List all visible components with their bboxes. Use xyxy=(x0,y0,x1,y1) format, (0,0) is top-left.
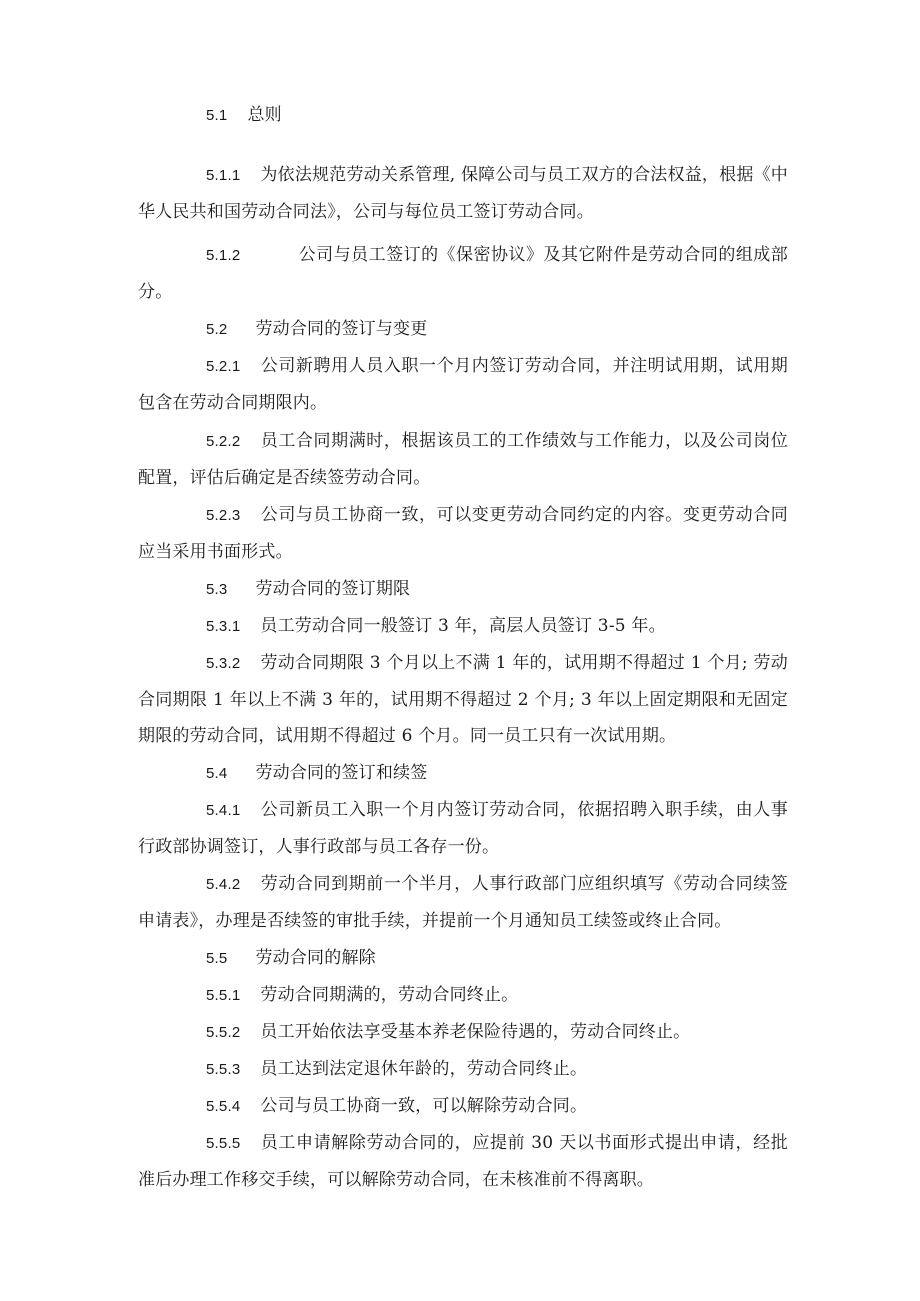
clause-5-5-5 xyxy=(138,1125,788,1198)
clause-number: 5.4.2 xyxy=(206,876,241,893)
clause-number: 5.2.2 xyxy=(206,433,241,450)
section-heading: 劳动合同的签订和续签 xyxy=(255,763,428,783)
clause-5-1-1 xyxy=(138,157,788,230)
section-5-1 xyxy=(138,97,788,134)
clause-5-2-2 xyxy=(138,423,788,496)
section-number: 5.5 xyxy=(206,950,228,967)
section-heading: 总则 xyxy=(247,105,282,125)
clause-number: 5.5.1 xyxy=(206,987,241,1004)
clause-text: 员工申请解除劳动合同的，应提前 30 天以书面形式提出申请，经批准后办理工作移交手续，可以解除劳动合同，在未核准前不得离职。 xyxy=(138,1133,788,1190)
section-number: 5.1 xyxy=(206,107,228,124)
clause-text: 员工开始依法享受基本养老保险待遇的，劳动合同终止。 xyxy=(260,1022,691,1042)
section-number: 5.2 xyxy=(206,321,228,338)
section-heading: 劳动合同的签订与变更 xyxy=(255,319,428,339)
clause-text: 劳动合同到期前一个半月，人事行政部门应组织填写《劳动合同续签申请表》，办理是否续签的审批手续，并提前一个月通知员工续签或终止合同。 xyxy=(138,874,788,931)
section-heading: 劳动合同的解除 xyxy=(255,948,376,968)
section-number: 5.4 xyxy=(206,765,228,782)
clause-text: 劳动合同期限 3 个月以上不满 1 年的，试用期不得超过 1 个月; 劳动合同期限 1 年以上不满 3 年的，试用期不得超过 2 个月; 3 年以上固定期限和无固定期限的劳动合同，试用期不得超过 6 个月。同一员工只有一次试用期。 xyxy=(138,653,788,746)
clause-5-3-1 xyxy=(138,608,788,645)
section-number: 5.3 xyxy=(206,581,228,598)
section-5-5 xyxy=(138,940,788,977)
section-heading: 劳动合同的签订期限 xyxy=(255,579,411,599)
section-5-4 xyxy=(138,755,788,792)
clause-text: 员工达到法定退休年龄的，劳动合同终止。 xyxy=(260,1059,588,1079)
clause-text: 公司与员工协商一致，可以变更劳动合同约定的内容。变更劳动合同应当采用书面形式。 xyxy=(138,505,788,562)
clause-number: 5.5.5 xyxy=(206,1135,241,1152)
clause-5-1-2 xyxy=(138,237,788,310)
clause-number: 5.2.3 xyxy=(206,507,241,524)
clause-text: 员工劳动合同一般签订 3 年，高层人员签订 3-5 年。 xyxy=(260,616,666,636)
clause-number: 5.3.1 xyxy=(206,618,241,635)
clause-number: 5.5.2 xyxy=(206,1024,241,1041)
clause-text: 公司与员工协商一致，可以解除劳动合同。 xyxy=(260,1096,588,1116)
clause-number: 5.1.2 xyxy=(206,247,241,264)
clause-number: 5.5.4 xyxy=(206,1098,241,1115)
clause-5-2-1 xyxy=(138,348,788,421)
clause-number: 5.2.1 xyxy=(206,358,241,375)
clause-text: 为依法规范劳动关系管理, 保障公司与员工双方的合法权益，根据《中华人民共和国劳动合同法》，公司与每位员工签订劳动合同。 xyxy=(138,165,788,222)
clause-text: 公司新聘用人员入职一个月内签订劳动合同，并注明试用期，试用期包含在劳动合同期限内。 xyxy=(138,356,788,413)
clause-5-2-3 xyxy=(138,497,788,570)
clause-number: 5.5.3 xyxy=(206,1061,241,1078)
clause-5-5-3 xyxy=(138,1051,788,1088)
clause-5-4-2 xyxy=(138,866,788,939)
clause-number: 5.1.1 xyxy=(206,167,241,184)
clause-text: 公司新员工入职一个月内签订劳动合同，依据招聘入职手续，由人事行政部协调签订，人事行政部与员工各存一份。 xyxy=(138,800,788,857)
clause-5-5-1 xyxy=(138,977,788,1014)
clause-5-3-2 xyxy=(138,645,788,754)
clause-number: 5.3.2 xyxy=(206,655,241,672)
section-5-3 xyxy=(138,571,788,608)
section-5-2 xyxy=(138,311,788,348)
clause-5-4-1 xyxy=(138,792,788,865)
clause-text: 公司与员工签订的《保密协议》及其它附件是劳动合同的组成部分。 xyxy=(138,245,788,302)
clause-5-5-2 xyxy=(138,1014,788,1051)
clause-text: 劳动合同期满的，劳动合同终止。 xyxy=(260,985,519,1005)
clause-number: 5.4.1 xyxy=(206,802,241,819)
clause-text: 员工合同期满时，根据该员工的工作绩效与工作能力，以及公司岗位配置，评估后确定是否续签劳动合同。 xyxy=(138,431,788,488)
clause-5-5-4 xyxy=(138,1088,788,1125)
